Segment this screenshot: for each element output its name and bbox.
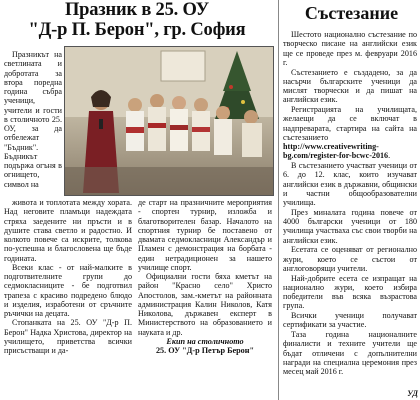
body-paragraph: Стопанката на 25. ОУ "Д-р П. Берон" Надка Христова, директор на училището, приветства всички присъстващи и да- [4, 318, 132, 355]
side-paragraph: Най-добрите есета се изпращат на национално жури, което избира победители във всяка възрастова група. [283, 273, 417, 311]
side-article-body [283, 30, 417, 376]
side-paragraph: През миналата година повече от 4000 български ученици от 180 училища участваха със свои творби на английски език. [283, 207, 417, 245]
registration-url: http://www.creativewriting-bg.com/register-for-bcwc-2016 [283, 142, 389, 161]
side-paragraph: В състезанието участват ученици от 6. до 12. клас, които изучават английски език в държавни, общински и частни общообразователни училища. [283, 161, 417, 207]
headline-line-1: Празник в 25. ОУ [64, 0, 210, 20]
article-headline [0, 0, 274, 40]
article-signature [138, 337, 272, 356]
signature-line-1: Екип на столичното [166, 336, 244, 346]
event-photo [64, 46, 274, 196]
headline-line-2: "Д-р П. Берон", гр. София [28, 20, 246, 40]
registration-text: Регистрацията на училищата, желаещи да се включат в надпреварата, стартира на сайта на състезанието [283, 105, 417, 142]
side-paragraph: Шестото национално състезание по творческо писане на английски език ще се проведе през м. февруари 2016 г. [283, 30, 417, 67]
signature-line-2: 25. ОУ "Д-р Петър Берон" [155, 346, 255, 356]
intro-paragraph: Празникът на светлината и добротата за втора поредна година събра ученици, учители и гости в столичното 25. ОУ, за да отбележат "Бъдник". Бъдникът подържа огъня в огнището, символ на [4, 50, 62, 189]
side-paragraph: Състезанието е създадено, за да насърчи българските ученици да мислят творчески и да пишат на английски език. [283, 67, 417, 105]
body-paragraph: живота и топлотата между хората. Над неговите пламъци надеждата стряха заедените ни пръсти и в душите става светло и радостно. И колкото повече са искрите, толкова по-успешна и благословена ще бъде годината. [4, 198, 132, 263]
body-paragraph: Официални гости бяха кметът на район "Красно село" Христо Апостолов, зам.-кметът на районната администрация Калин Николов, Катя Николова, държавен експерт в Министерството на образованието и науката и др. [138, 272, 272, 337]
side-article-title: Състезание [304, 3, 399, 23]
article-column-a [4, 198, 132, 355]
side-paragraph: Таза година националните финалисти и техните учители ще бъдат отличени с допълнителни награди на специална церемония през месец май 2016 г. [283, 330, 417, 376]
registration-text-end: . [388, 151, 391, 161]
side-article-signature: УД [407, 389, 418, 398]
article-intro-column [4, 50, 62, 189]
side-article [278, 0, 420, 400]
side-paragraph [283, 105, 417, 161]
side-paragraph: Всички ученици получават сертификати за участие. [283, 311, 417, 330]
side-paragraph: Есетата се оценяват от регионално жури, което се състои от англоговорящи учители. [283, 245, 417, 273]
event-photo-illustration [65, 47, 273, 195]
body-paragraph: Всеки клас - от най-малките в подготвителните групи до седмокласниците - бе подготвил трапеза с красиво подредено блюдо и изделия, изработени от сръчните ръчички на децата. [4, 262, 132, 318]
body-paragraph: де старт на празничните мероприятия - спортен турнир, изложба и благотворителен базар. Началото на спортния турнир бе поставено от двамата седмокласници Александър и Пламен с демонстрация на борбата - един нетрадиционен за нашето училище спорт. [138, 198, 272, 272]
article-column-b [138, 198, 272, 355]
